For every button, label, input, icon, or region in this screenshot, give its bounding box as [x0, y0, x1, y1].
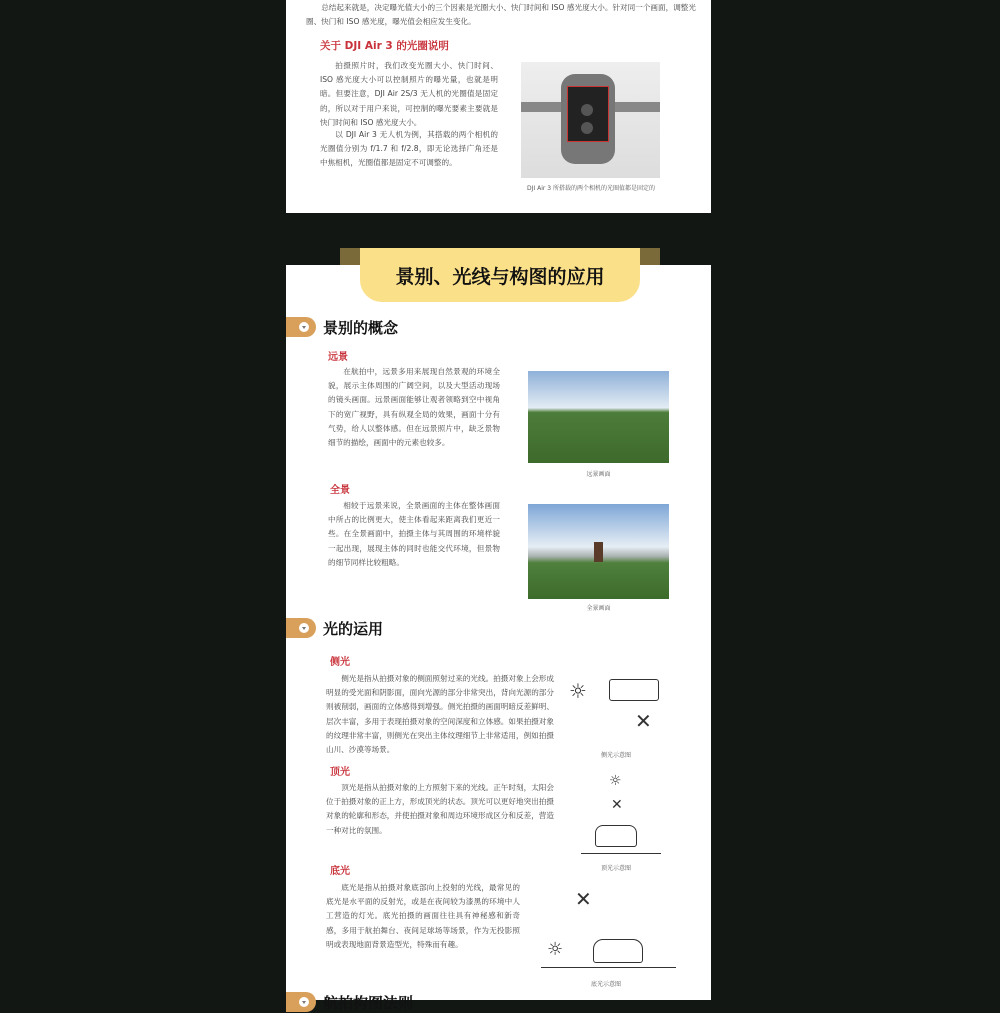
sun-icon: ☼ — [609, 773, 622, 789]
bottom-light-title: 底光 — [330, 866, 350, 877]
aperture-subtitle: 关于 DJI Air 3 的光圈说明 — [320, 40, 449, 52]
chapter-banner — [360, 248, 640, 302]
full-view-text: 相较于远景来说，全景画面的主体在整体画面中所占的比例更大，使主体看起来距离我们更近一些。在全景画面中，拍摄主体与其周围的环境样貌一起出现，展现主体的同时也能交代环境，但景物的细节同样比较粗略。 — [328, 501, 500, 567]
side-light-diagram — [569, 675, 679, 745]
bottom-light-caption: 底光示意图 — [590, 981, 621, 988]
top-light-text: 顶光是指从拍摄对象的上方照射下来的光线。正午时刻，太阳会位于拍摄对象的正上方，形成顶光的状态。顶光可以更好地突出拍摄对象的轮廓和形态，并使拍摄对象和周边环境形成区分和反差，营造一种对比的氛围。 — [326, 783, 554, 835]
far-view-title: 远景 — [328, 352, 348, 363]
intro-text: 总结起来就是，决定曝光值大小的三个因素是光圈大小、快门时间和 ISO 感光度大小。针对同一个画面，调整光圈、快门和 ISO 感光度，曝光值会相应发生变化。 — [306, 3, 696, 27]
sun-icon: ☼ — [569, 679, 587, 703]
full-view-photo — [528, 504, 669, 599]
section-title-composition: 航拍构图法则 — [323, 994, 414, 1012]
bottom-light-diagram — [541, 887, 681, 972]
far-view-caption: 远景画面 — [586, 471, 611, 478]
top-light-title: 顶光 — [330, 767, 350, 778]
section-badge-icon — [286, 317, 316, 337]
drone-icon: ✕ — [611, 797, 623, 813]
drone-photo — [521, 62, 660, 178]
side-light-caption: 侧光示意图 — [600, 752, 631, 759]
page-main — [286, 265, 711, 1012]
top-light-diagram — [581, 773, 671, 858]
section-badge-icon — [286, 618, 316, 638]
section-title-light: 光的运用 — [323, 620, 384, 638]
drone-icon: ✕ — [635, 709, 652, 733]
section-title-shot-scale: 景别的概念 — [323, 319, 399, 337]
far-view-photo — [528, 371, 669, 463]
side-light-title: 侧光 — [330, 657, 350, 668]
drone-icon: ✕ — [575, 887, 592, 911]
side-light-text: 侧光是指从拍摄对象的侧面照射过来的光线。拍摄对象上会形成明显的受光面和阴影面，面向光源的部分非常突出，背向光源的部分则被削弱，画面的立体感得到增强。侧光拍摄的画面明暗反差鲜明、层次丰富，多用于表现拍摄对象的空间深度和立体感。如果拍摄对象的纹理非常丰富，则侧光在突出主体纹理细节上非常适用，例如拍摄山川、沙漠等场景。 — [326, 674, 554, 755]
page-top — [286, 0, 711, 213]
sun-icon: ☼ — [547, 939, 564, 960]
full-view-title: 全景 — [330, 485, 350, 496]
aperture-text-2: 以 DJI Air 3 无人机为例，其搭载的两个相机的光圈值分别为 f/1.7 和 f/2.8，即无论选择广角还是中焦相机，光圈值都是固定不可调整的。 — [320, 130, 498, 168]
aperture-text-1: 拍摄照片时，我们改变光圈大小、快门时间、ISO 感光度大小可以控制照片的曝光量，也就是明暗。但要注意，DJI Air 2S/3 无人机的光圈值是固定的，所以对于用户来说，可控制的曝光要素主要就是快门时间和 ISO 感光度大小。 — [320, 61, 498, 127]
full-view-caption: 全景画面 — [586, 605, 611, 612]
drone-caption: DJI Air 3 所搭载的两个相机的光圈值都是固定的 — [527, 185, 655, 192]
top-light-caption: 顶光示意图 — [600, 865, 631, 872]
section-badge-icon — [286, 992, 316, 1012]
chapter-title: 景别、光线与构图的应用 — [395, 265, 605, 288]
far-view-text: 在航拍中，远景多用来展现自然景观的环境全貌，展示主体周围的广阔空间，以及大型活动现场的镜头画面。远景画面能够让观者领略到空中视角下的宽广视野，具有纵观全局的效果，画面十分有气势，给人以整体感。但在远景照片中，缺乏景物细节的描绘，画面中的元素也较多。 — [328, 367, 500, 448]
bottom-light-text: 底光是指从拍摄对象底部向上投射的光线，最常见的底光是水平面的反射光，或是在夜间较为漆黑的环境中人工营造的灯光。底光拍摄的画面往往具有神秘感和新奇感，多用于航拍舞台、夜间足球场等场景，作为无投影照明或表现地面背景造型光，特殊而有趣。 — [326, 883, 520, 949]
